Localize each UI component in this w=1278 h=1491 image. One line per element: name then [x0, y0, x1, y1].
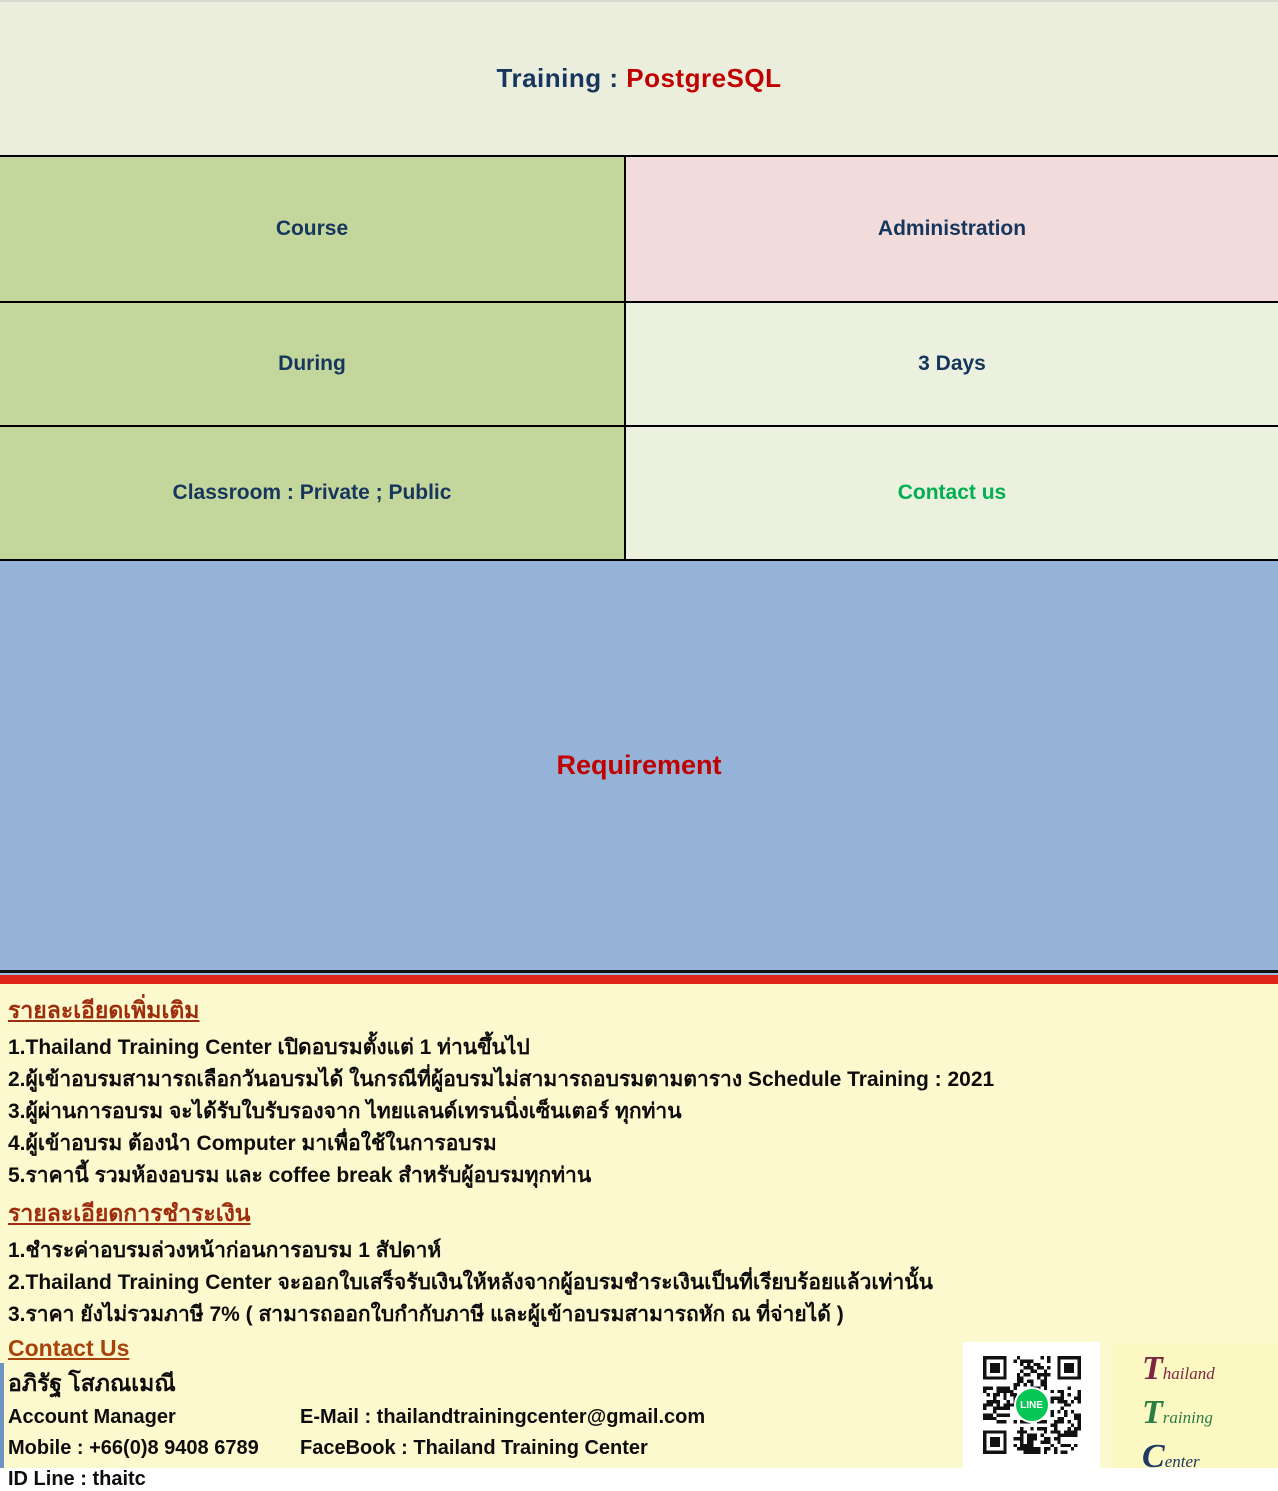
- red-divider-bar: [0, 973, 1278, 984]
- table-row: [0, 301, 1278, 425]
- table-row: [0, 157, 1278, 301]
- thailand-training-center-logo: [1112, 1344, 1278, 1475]
- requirement-banner: [0, 561, 1278, 973]
- course-label-cell: Course: [0, 157, 626, 301]
- line-qr-code: [963, 1342, 1100, 1468]
- page-title-prefix: Training :: [496, 63, 627, 93]
- logo-line-training: Training: [1142, 1394, 1213, 1431]
- during-label-cell: During: [0, 303, 626, 425]
- contact-role: Account Manager: [8, 1406, 176, 1428]
- payment-item: 1.ชำระค่าอบรมล่วงหน้าก่อนการอบรม 1 สัปดาห์: [8, 1239, 442, 1262]
- course-value-cell: Administration: [626, 157, 1278, 301]
- page-title: [497, 63, 782, 94]
- contact-id-line: ID Line : thaitc: [8, 1468, 146, 1490]
- during-value-cell: 3 Days: [626, 303, 1278, 425]
- logo-line-thailand: Thailand: [1142, 1350, 1215, 1387]
- qr-finder-top-left: [983, 1356, 1007, 1380]
- table-row: [0, 425, 1278, 559]
- contact-person-name: อภิรัฐ โสภณเมณี: [8, 1370, 176, 1396]
- contact-facebook[interactable]: FaceBook : Thailand Training Center: [300, 1437, 648, 1459]
- course-info-table: [0, 155, 1278, 561]
- additional-details-heading: รายละเอียดเพิ่มเติม: [8, 997, 200, 1023]
- left-border-accent: [0, 1363, 4, 1468]
- detail-item: 3.ผู้ผ่านการอบรม จะได้รับใบรับรองจาก ไทยแลนด์เทรนนิ่งเซ็นเตอร์ ทุกท่าน: [8, 1100, 682, 1123]
- payment-details-heading: รายละเอียดการชำระเงิน: [8, 1200, 251, 1226]
- qr-finder-bottom-left: [983, 1430, 1007, 1454]
- page-title-course: PostgreSQL: [626, 63, 782, 93]
- detail-item: 5.ราคานี้ รวมห้องอบรม และ coffee break สำหรับผู้อบรมทุกท่าน: [8, 1164, 592, 1187]
- qr-finder-top-right: [1057, 1356, 1081, 1380]
- contact-us-cell[interactable]: Contact us: [626, 427, 1278, 559]
- detail-item: 2.ผู้เข้าอบรมสามารถเลือกวันอบรมได้ ในกรณีที่ผู้อบรมไม่สามารถอบรมตามตาราง Schedule Training : 2021: [8, 1068, 995, 1091]
- requirement-title: Requirement: [556, 750, 722, 780]
- payment-item: 3.ราคา ยังไม่รวมภาษี 7% ( สามารถออกใบกำกับภาษี และผู้เข้าอบรมสามารถหัก ณ ที่จ่ายได้ ): [8, 1303, 844, 1326]
- line-app-icon: LINE: [1014, 1387, 1050, 1423]
- logo-line-center: Center: [1142, 1438, 1200, 1475]
- detail-item: 4.ผู้เข้าอบรม ต้องนำ Computer มาเพื่อใช้ในการอบรม: [8, 1132, 497, 1155]
- details-section: [0, 984, 1278, 1490]
- contact-email[interactable]: E-Mail : thailandtrainingcenter@gmail.com: [300, 1406, 706, 1428]
- detail-item: 1.Thailand Training Center เปิดอบรมตั้งแต่ 1 ท่านขึ้นไป: [8, 1036, 530, 1059]
- payment-item: 2.Thailand Training Center จะออกใบเสร็จรับเงินให้หลังจากผู้อบรมชำระเงินเป็นที่เรียบร้อยแล้วเท่านั้น: [8, 1271, 933, 1294]
- contact-mobile: Mobile : +66(0)8 9408 6789: [8, 1437, 259, 1459]
- page-header: [0, 2, 1278, 155]
- contact-us-heading: Contact Us: [8, 1335, 130, 1361]
- classroom-label-cell: Classroom : Private ; Public: [0, 427, 626, 559]
